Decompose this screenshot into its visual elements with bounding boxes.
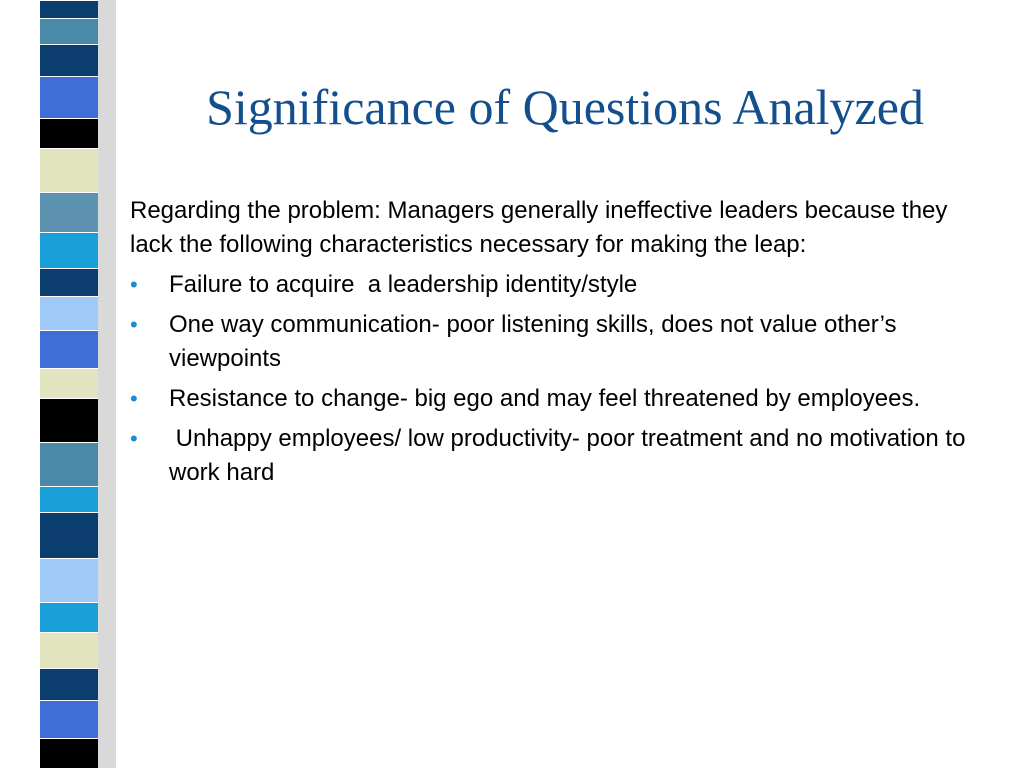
stripe-segment — [40, 558, 98, 602]
stripe-segment — [40, 296, 98, 330]
stripe-segment — [40, 738, 98, 768]
stripe-segment — [40, 18, 98, 44]
stripe-segment — [40, 44, 98, 76]
bullet-item — [130, 308, 980, 376]
bullet-list — [130, 268, 980, 490]
bullet-dot-icon: • — [130, 272, 138, 297]
bullet-item — [130, 422, 980, 490]
stripe-segment — [40, 118, 98, 148]
bullet-item — [130, 268, 980, 302]
stripe-segment — [40, 486, 98, 512]
stripe-segment — [40, 232, 98, 268]
stripe-segment — [40, 148, 98, 192]
stripe-segment — [40, 602, 98, 632]
bullet-dot-icon: • — [130, 312, 138, 337]
intro-paragraph: Regarding the problem: Managers generally ineffective leaders because they lack the following characteristics necessary for making the leap: — [130, 197, 948, 258]
stripe-segment — [40, 330, 98, 368]
stripe-segment — [40, 76, 98, 118]
stripe-segment — [40, 398, 98, 442]
slide-title: Significance of Questions Analyzed — [206, 79, 924, 135]
stripe-segment — [40, 700, 98, 738]
stripe-segment — [40, 512, 98, 558]
decorative-stripe-band — [40, 0, 98, 768]
bullet-dot-icon: • — [130, 386, 138, 411]
stripe-segment — [40, 442, 98, 486]
bullet-text: Unhappy employees/ low productivity- poor treatment and no motivation to work hard — [169, 425, 973, 486]
stripe-segment — [40, 0, 98, 18]
bullet-text: Failure to acquire a leadership identity/style — [169, 271, 638, 298]
bullet-item — [130, 382, 980, 416]
stripe-segment — [40, 368, 98, 398]
bullet-text: One way communication- poor listening skills, does not value other’s viewpoints — [169, 311, 904, 372]
slide-body — [130, 194, 980, 496]
bullet-dot-icon: • — [130, 426, 138, 451]
stripe-segment — [40, 268, 98, 296]
bullet-text: Resistance to change- big ego and may feel threatened by employees. — [169, 385, 921, 412]
stripe-segment — [40, 192, 98, 232]
stripe-segment — [40, 632, 98, 668]
stripe-segment — [40, 668, 98, 700]
